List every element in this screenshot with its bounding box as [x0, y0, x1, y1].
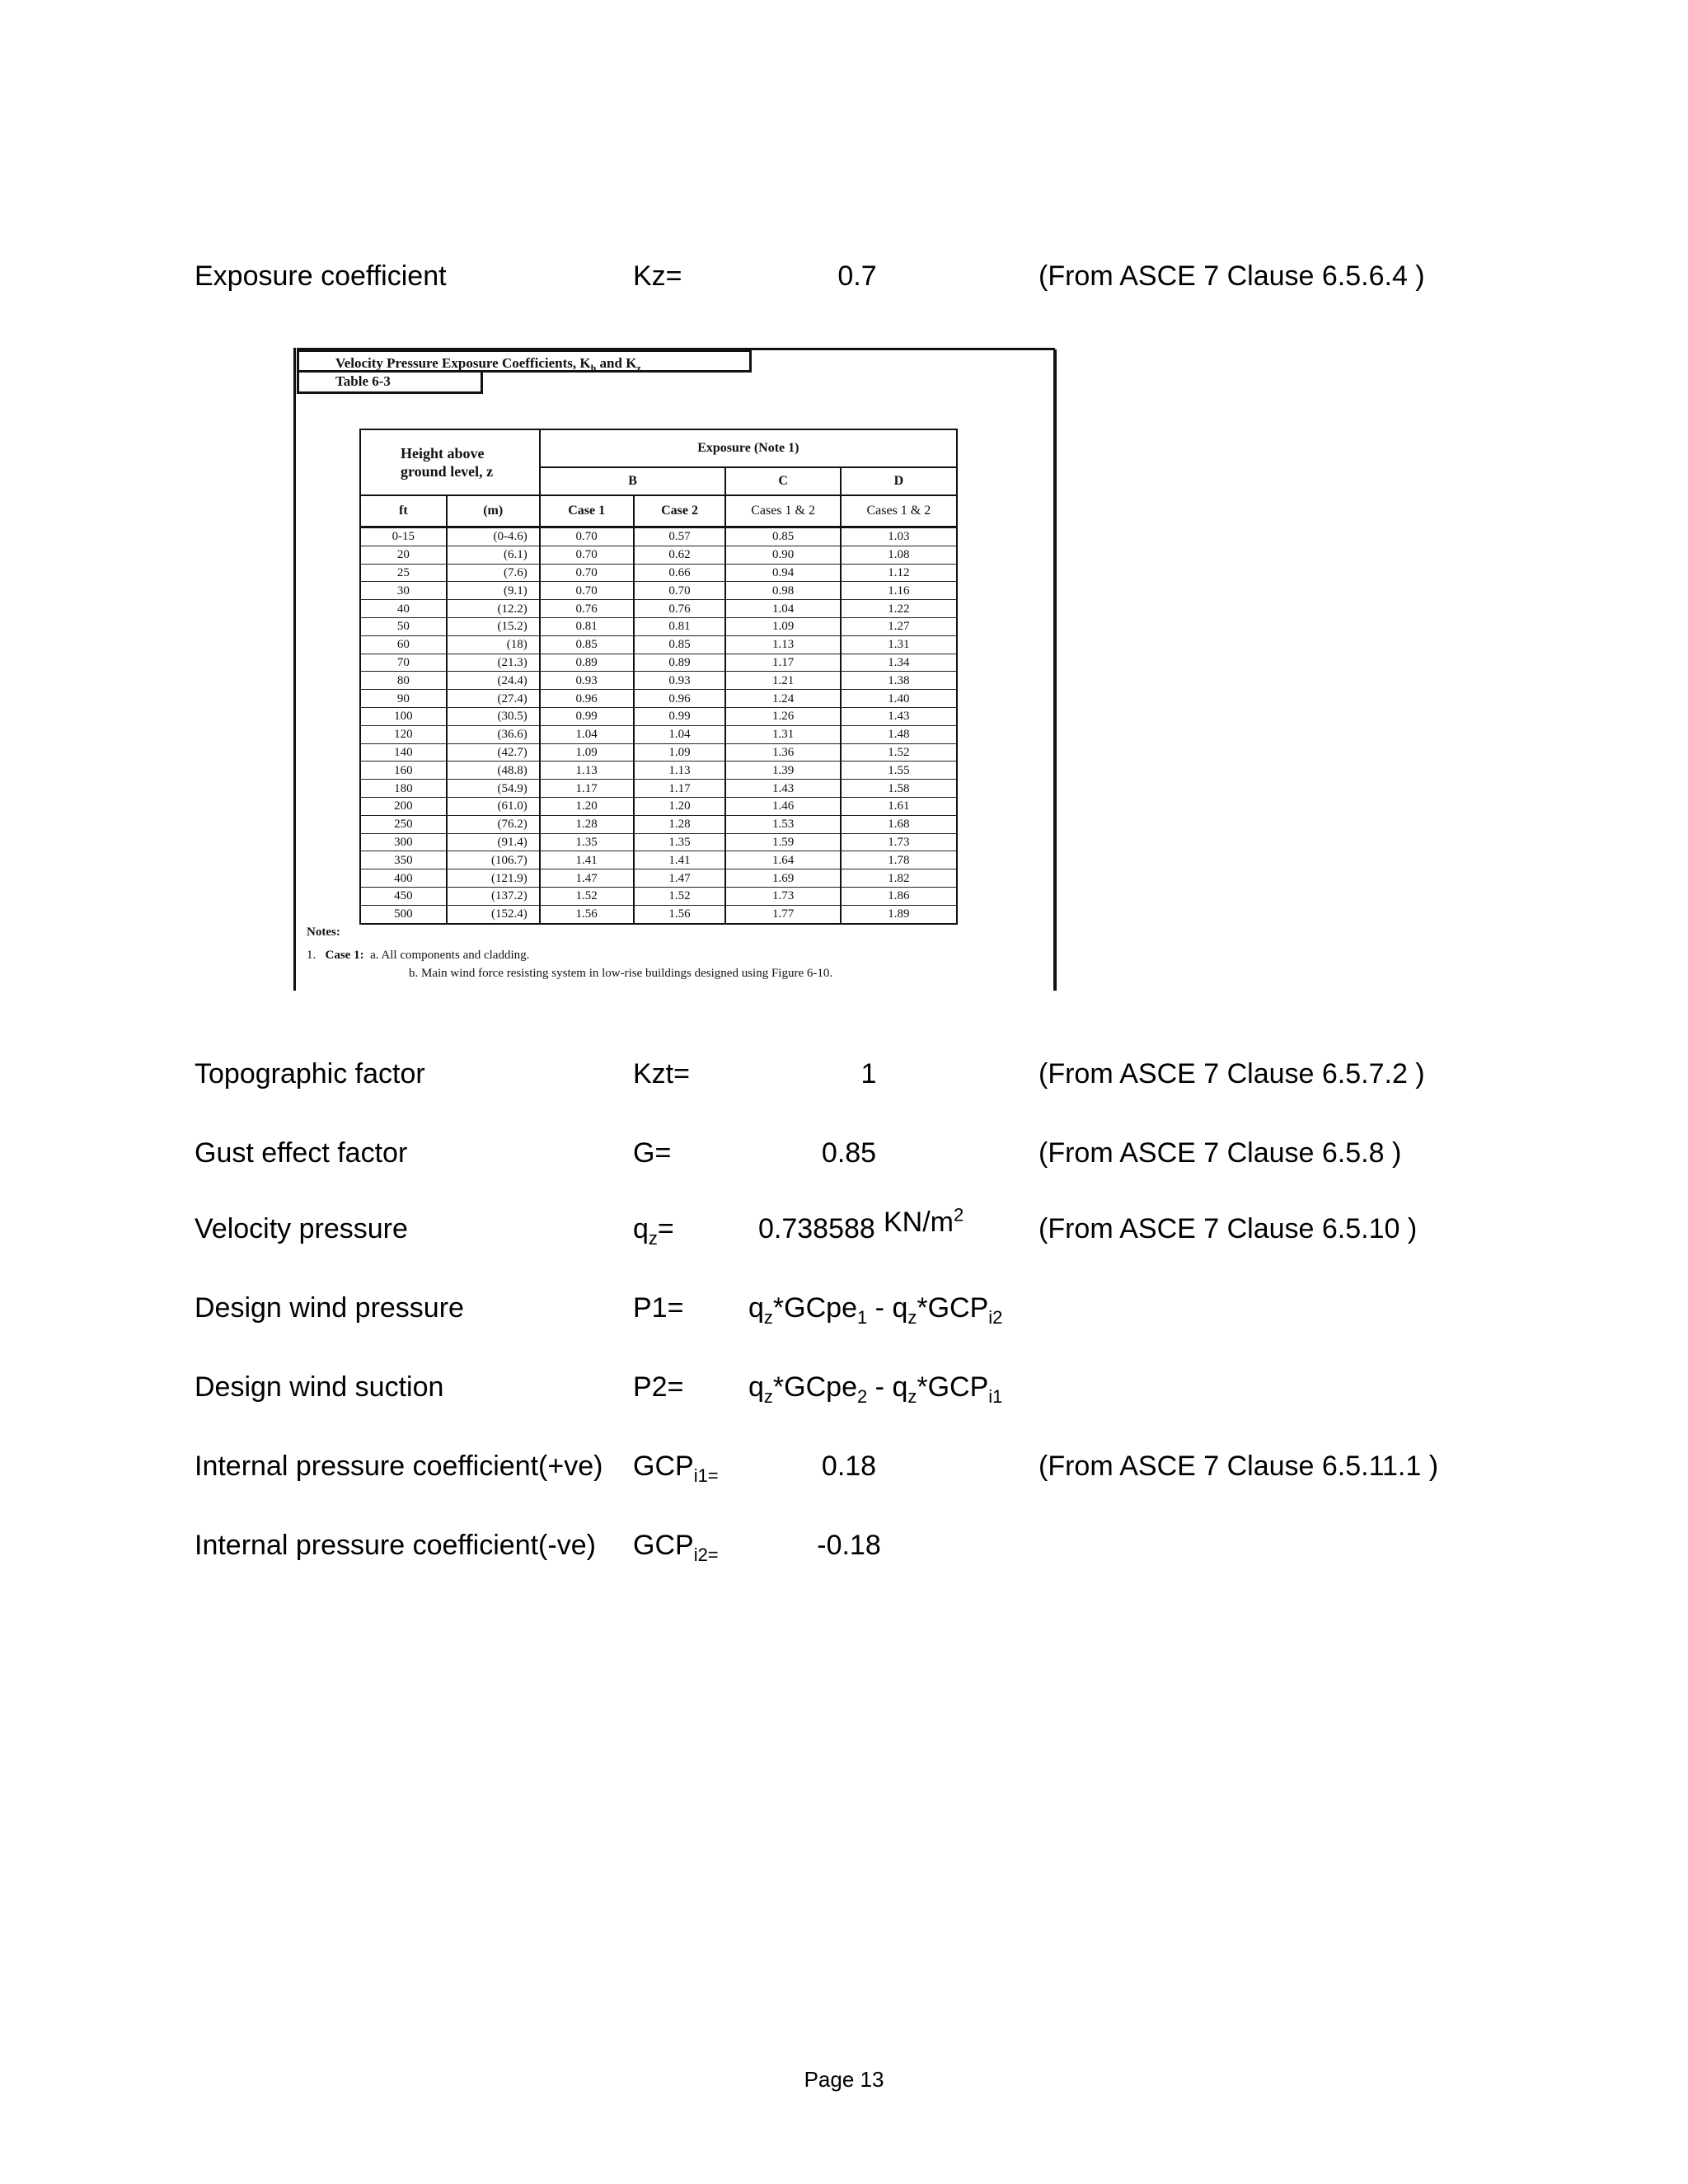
table-cell: 1.41 — [634, 851, 726, 869]
table-cell: 1.61 — [841, 797, 957, 815]
table-cell: (76.2) — [447, 815, 540, 833]
table-cell: 0.99 — [540, 707, 634, 725]
figure-border-right — [1053, 349, 1057, 991]
table-cell: 0.94 — [725, 564, 840, 582]
scanned-table-figure — [293, 346, 1055, 991]
table-cell: 1.31 — [725, 725, 840, 743]
table-cell: 1.13 — [725, 635, 840, 654]
table-cell: (137.2) — [447, 887, 540, 905]
table-cell: 300 — [360, 833, 447, 851]
exposure-row — [0, 260, 1688, 310]
table-cell: 1.24 — [725, 690, 840, 708]
gust-symbol: G= — [633, 1137, 672, 1169]
table-cell: 0.96 — [634, 690, 726, 708]
col-cases-d: Cases 1 & 2 — [841, 495, 957, 527]
design-suction-symbol: P2= — [633, 1371, 684, 1403]
table-cell: 1.28 — [634, 815, 726, 833]
table-cell: 0.85 — [634, 635, 726, 654]
table-notes: Notes: 1. Case 1: a. All components and cladding. b. Main wind force resisting system in low-rise buildings designed using Figure 6-10. — [307, 926, 833, 980]
table-row — [360, 780, 957, 798]
table-cell: 1.43 — [841, 707, 957, 725]
table-cell: 1.58 — [841, 780, 957, 798]
table-cell: 1.38 — [841, 672, 957, 690]
table-cell: 0.96 — [540, 690, 634, 708]
table-cell: 1.41 — [540, 851, 634, 869]
col-cases-c: Cases 1 & 2 — [725, 495, 840, 527]
table-cell: 1.46 — [725, 797, 840, 815]
table-cell: 1.89 — [841, 905, 957, 923]
table-cell: 0.76 — [540, 600, 634, 618]
table-cell: 1.22 — [841, 600, 957, 618]
velocity-ref: (From ASCE 7 Clause 6.5.10 ) — [1039, 1213, 1418, 1244]
table-row — [360, 869, 957, 888]
table-cell: 0.62 — [634, 546, 726, 564]
design-suction-row — [0, 1371, 1688, 1421]
topographic-symbol: Kzt= — [633, 1058, 690, 1090]
table-row — [360, 743, 957, 762]
table-cell: 1.55 — [841, 762, 957, 780]
table-row — [360, 762, 957, 780]
table-cell: 0.93 — [540, 672, 634, 690]
table-cell: (27.4) — [447, 690, 540, 708]
table-row — [360, 635, 957, 654]
table-cell: 1.13 — [540, 762, 634, 780]
table-row — [360, 617, 957, 635]
table-row — [360, 582, 957, 600]
table-cell: 1.16 — [841, 582, 957, 600]
kz-table-body — [360, 527, 957, 924]
internal-neg-row — [0, 1530, 1688, 1579]
table-cell: (48.8) — [447, 762, 540, 780]
table-cell: 1.73 — [725, 887, 840, 905]
table-cell: 70 — [360, 654, 447, 672]
table-row — [360, 887, 957, 905]
table-cell: 100 — [360, 707, 447, 725]
kz-table — [359, 429, 958, 925]
table-cell: 1.28 — [540, 815, 634, 833]
table-cell: 1.34 — [841, 654, 957, 672]
page-number: Page 13 — [804, 2067, 884, 2092]
design-pressure-row — [0, 1292, 1688, 1342]
table-row — [360, 527, 957, 546]
table-cell: 0.70 — [540, 527, 634, 546]
table-cell: 40 — [360, 600, 447, 618]
col-d: D — [841, 467, 957, 495]
gust-ref: (From ASCE 7 Clause 6.5.8 ) — [1039, 1137, 1402, 1169]
table-row — [360, 600, 957, 618]
col-c: C — [725, 467, 840, 495]
col-ft: ft — [360, 495, 447, 527]
table-cell: 1.68 — [841, 815, 957, 833]
table-cell: 500 — [360, 905, 447, 923]
table-cell: 0.66 — [634, 564, 726, 582]
table-cell: 0.89 — [634, 654, 726, 672]
design-pressure-formula: $q_z*GCpe_1 - q_z*GCP_{i2}$ — [748, 1292, 1003, 1328]
table-cell: (18) — [447, 635, 540, 654]
table-cell: 1.52 — [841, 743, 957, 762]
table-cell: 1.08 — [841, 546, 957, 564]
design-suction-label: Design wind suction — [195, 1371, 444, 1403]
table-cell: 1.86 — [841, 887, 957, 905]
table-cell: 140 — [360, 743, 447, 762]
table-cell: 1.73 — [841, 833, 957, 851]
table-cell: (30.5) — [447, 707, 540, 725]
table-cell: 450 — [360, 887, 447, 905]
table-cell: 1.77 — [725, 905, 840, 923]
exposure-label: Exposure coefficient — [195, 260, 447, 292]
table-row — [360, 672, 957, 690]
table-cell: 1.04 — [540, 725, 634, 743]
exposure-ref: (From ASCE 7 Clause 6.5.6.4 ) — [1039, 260, 1425, 292]
table-cell: 1.04 — [725, 600, 840, 618]
table-cell: (91.4) — [447, 833, 540, 851]
table-cell: (15.2) — [447, 617, 540, 635]
table-cell: 0.70 — [540, 564, 634, 582]
table-cell: 120 — [360, 725, 447, 743]
table-title: Velocity Pressure Exposure Coefficients, $K_h$ and $K_z$ — [297, 349, 752, 373]
table-cell: 0.70 — [540, 546, 634, 564]
table-cell: 1.69 — [725, 869, 840, 888]
table-cell: 1.03 — [841, 527, 957, 546]
table-cell: 0.76 — [634, 600, 726, 618]
table-cell: 200 — [360, 797, 447, 815]
table-cell: 160 — [360, 762, 447, 780]
table-cell: 0.81 — [634, 617, 726, 635]
velocity-row — [0, 1204, 1688, 1263]
table-cell: 250 — [360, 815, 447, 833]
table-row — [360, 725, 957, 743]
table-cell: (6.1) — [447, 546, 540, 564]
table-cell: 1.59 — [725, 833, 840, 851]
velocity-unit: $KN/m^2$ — [884, 1204, 964, 1238]
table-cell: 0.57 — [634, 527, 726, 546]
table-row — [360, 833, 957, 851]
internal-pos-label: Internal pressure coefficient(+ve) — [195, 1451, 603, 1482]
table-cell: 1.21 — [725, 672, 840, 690]
table-cell: 1.27 — [841, 617, 957, 635]
col-case1: Case 1 — [540, 495, 634, 527]
table-cell: 400 — [360, 869, 447, 888]
velocity-symbol: $q_z=$ — [633, 1213, 674, 1249]
table-cell: 80 — [360, 672, 447, 690]
table-row — [360, 815, 957, 833]
table-cell: 30 — [360, 582, 447, 600]
table-cell: 1.35 — [540, 833, 634, 851]
table-cell: 0-15 — [360, 527, 447, 546]
table-cell: 1.04 — [634, 725, 726, 743]
table-cell: (0-4.6) — [447, 527, 540, 546]
table-cell: 0.85 — [540, 635, 634, 654]
table-cell: 1.52 — [540, 887, 634, 905]
table-cell: 0.89 — [540, 654, 634, 672]
table-cell: (106.7) — [447, 851, 540, 869]
gust-row — [0, 1137, 1688, 1187]
exposure-header: Exposure (Note 1) — [540, 429, 957, 467]
table-cell: 1.20 — [540, 797, 634, 815]
internal-pos-row — [0, 1451, 1688, 1500]
col-m: (m) — [447, 495, 540, 527]
table-row — [360, 564, 957, 582]
table-cell: 1.17 — [634, 780, 726, 798]
table-cell: 0.70 — [540, 582, 634, 600]
table-cell: (21.3) — [447, 654, 540, 672]
table-cell: 1.56 — [540, 905, 634, 923]
internal-neg-label: Internal pressure coefficient(-ve) — [195, 1530, 596, 1561]
table-cell: 60 — [360, 635, 447, 654]
design-suction-formula: $q_z*GCpe_2 - q_z*GCP_{i1}$ — [748, 1371, 1003, 1407]
topographic-row — [0, 1058, 1688, 1108]
table-number: Table 6-3 — [297, 371, 483, 394]
table-cell: 1.17 — [540, 780, 634, 798]
table-cell: 1.82 — [841, 869, 957, 888]
design-pressure-symbol: P1= — [633, 1292, 684, 1324]
table-row — [360, 707, 957, 725]
internal-neg-value: -0.18 — [817, 1530, 881, 1561]
table-cell: (61.0) — [447, 797, 540, 815]
table-cell: (36.6) — [447, 725, 540, 743]
table-cell: 1.35 — [634, 833, 726, 851]
table-row — [360, 797, 957, 815]
table-cell: (152.4) — [447, 905, 540, 923]
table-cell: 90 — [360, 690, 447, 708]
internal-pos-value: 0.18 — [821, 1451, 877, 1482]
internal-neg-symbol: $GCP_{i2=}$ — [633, 1530, 719, 1565]
design-pressure-label: Design wind pressure — [195, 1292, 464, 1324]
topographic-ref: (From ASCE 7 Clause 6.5.7.2 ) — [1039, 1058, 1425, 1090]
table-cell: 1.52 — [634, 887, 726, 905]
table-row — [360, 690, 957, 708]
table-cell: 1.39 — [725, 762, 840, 780]
table-cell: 350 — [360, 851, 447, 869]
table-cell: 1.36 — [725, 743, 840, 762]
table-cell: 1.09 — [540, 743, 634, 762]
table-cell: 50 — [360, 617, 447, 635]
figure-border-left — [293, 348, 296, 991]
table-row — [360, 654, 957, 672]
internal-pos-symbol: $GCP_{i1=}$ — [633, 1451, 719, 1486]
table-cell: 0.90 — [725, 546, 840, 564]
gust-label: Gust effect factor — [195, 1137, 408, 1169]
velocity-label: Velocity pressure — [195, 1213, 408, 1244]
col-b: B — [540, 467, 726, 495]
table-cell: 1.17 — [725, 654, 840, 672]
velocity-value: 0.738588 — [758, 1213, 875, 1244]
table-cell: 1.47 — [634, 869, 726, 888]
table-cell: 1.13 — [634, 762, 726, 780]
table-cell: (9.1) — [447, 582, 540, 600]
height-header: Height above ground level, z — [360, 429, 540, 495]
table-cell: 0.85 — [725, 527, 840, 546]
table-cell: 180 — [360, 780, 447, 798]
topographic-label: Topographic factor — [195, 1058, 425, 1090]
table-cell: 1.64 — [725, 851, 840, 869]
table-cell: 1.43 — [725, 780, 840, 798]
col-case2: Case 2 — [634, 495, 726, 527]
table-cell: 1.78 — [841, 851, 957, 869]
table-cell: 1.56 — [634, 905, 726, 923]
table-cell: 1.40 — [841, 690, 957, 708]
internal-pos-ref: (From ASCE 7 Clause 6.5.11.1 ) — [1039, 1451, 1439, 1482]
table-cell: (54.9) — [447, 780, 540, 798]
table-row — [360, 546, 957, 564]
topographic-value: 1 — [860, 1058, 877, 1090]
exposure-symbol: Kz= — [633, 260, 682, 292]
table-cell: 1.20 — [634, 797, 726, 815]
table-cell: (121.9) — [447, 869, 540, 888]
table-cell: 1.47 — [540, 869, 634, 888]
table-cell: (24.4) — [447, 672, 540, 690]
table-cell: (42.7) — [447, 743, 540, 762]
table-cell: 0.98 — [725, 582, 840, 600]
exposure-value: 0.7 — [837, 260, 877, 292]
table-cell: (12.2) — [447, 600, 540, 618]
table-cell: 1.26 — [725, 707, 840, 725]
table-cell: (7.6) — [447, 564, 540, 582]
table-cell: 20 — [360, 546, 447, 564]
table-cell: 1.53 — [725, 815, 840, 833]
table-cell: 1.09 — [634, 743, 726, 762]
gust-value: 0.85 — [821, 1137, 877, 1169]
table-cell: 0.81 — [540, 617, 634, 635]
table-cell: 1.48 — [841, 725, 957, 743]
table-cell: 0.99 — [634, 707, 726, 725]
table-cell: 25 — [360, 564, 447, 582]
table-cell: 1.31 — [841, 635, 957, 654]
table-row — [360, 905, 957, 923]
table-cell: 1.09 — [725, 617, 840, 635]
table-cell: 0.93 — [634, 672, 726, 690]
table-cell: 1.12 — [841, 564, 957, 582]
table-row — [360, 851, 957, 869]
table-cell: 0.70 — [634, 582, 726, 600]
